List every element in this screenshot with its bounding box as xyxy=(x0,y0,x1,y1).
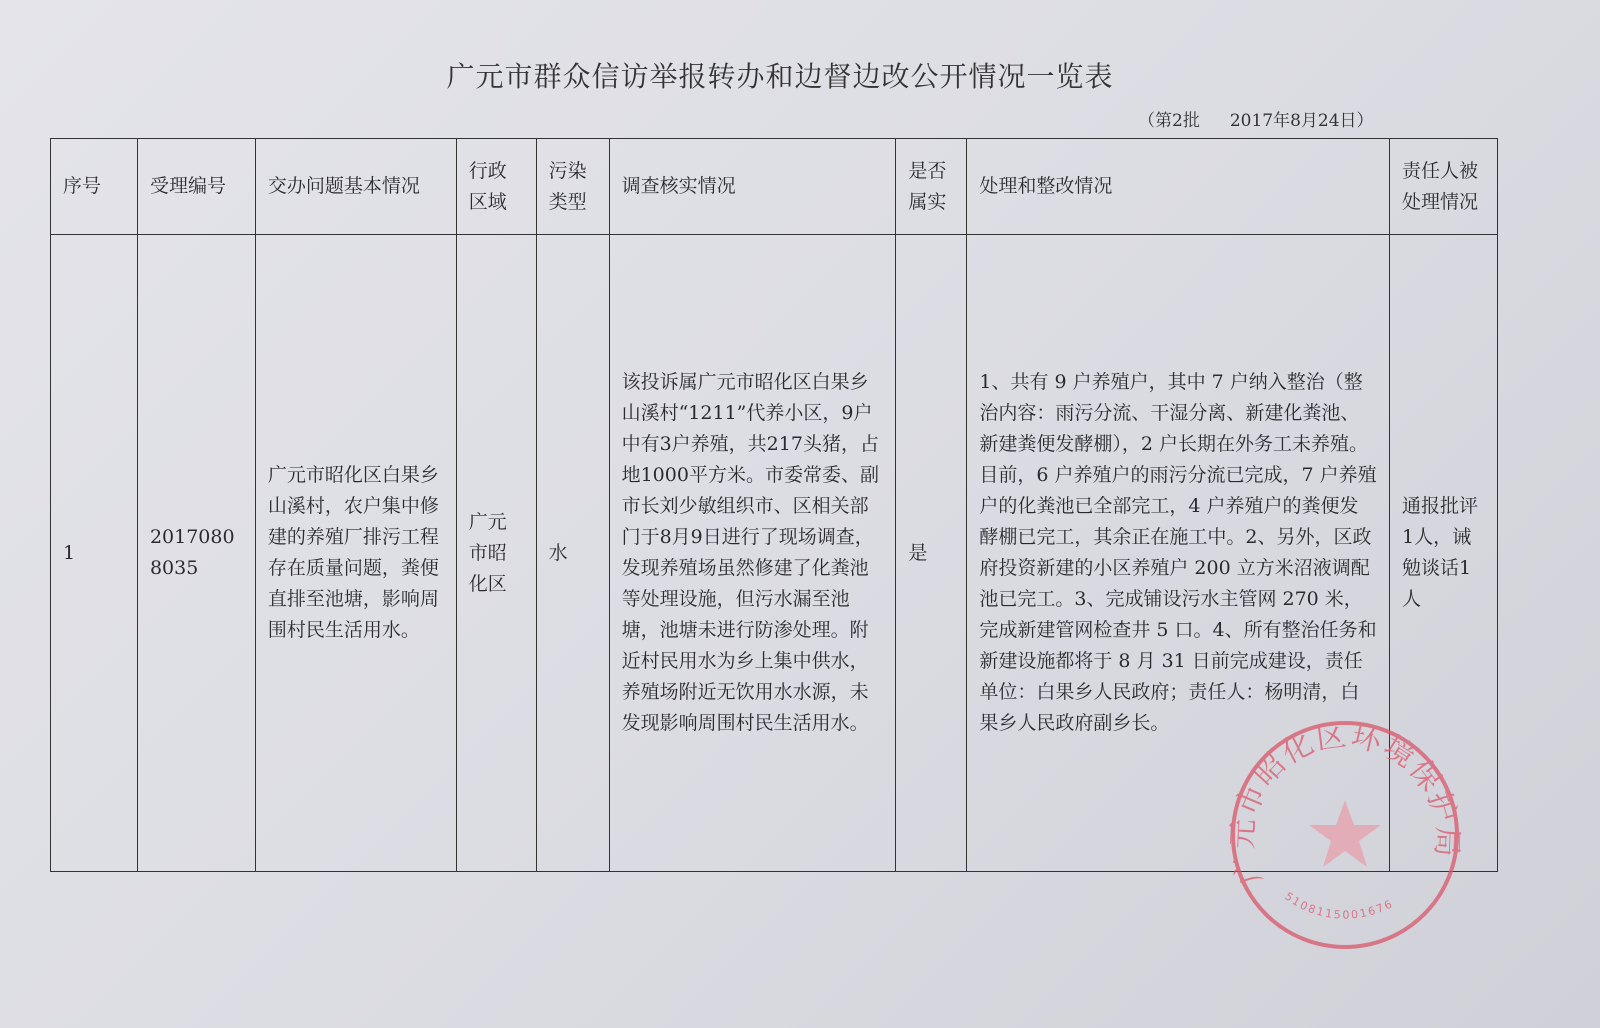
header-row xyxy=(51,139,1498,235)
cell-handling: 1、共有 9 户养殖户，其中 7 户纳入整治（整治内容：雨污分流、干湿分离、新建化粪池、新建粪便发酵棚），2 户长期在外务工未养殖。目前，6 户养殖户的雨污分流已完成，7 户养殖户的化粪池已全部完工，4 户养殖户的粪便发酵棚已完工，其余正在施工中。2、另外，区政府投资新建的小区养殖户 200 立方米沼液调配池已完工。3、完成铺设污水主管网 270 米，完成新建管网检查井 5 口。4、所有整治任务和新建设施都将于 8 月 31 日前完成建设，责任单位：白果乡人民政府；责任人：杨明清，白果乡人民政府副乡长。 xyxy=(967,235,1390,872)
cell-case-no: 20170808035 xyxy=(137,235,255,872)
col-region: 行政区域 xyxy=(456,139,536,235)
cell-investigation: 该投诉属广元市昭化区白果乡山溪村“1211”代养小区，9户中有3户养殖，共217头猪，占地1000平方米。市委常委、副市长刘少敏组织市、区相关部门于8月9日进行了现场调查，发现养殖场虽然修建了化粪池等处理设施，但污水漏至池塘，池塘未进行防渗处理。附近村民用水为乡上集中供水，养殖场附近无饮用水水源，未发现影响周围村民生活用水。 xyxy=(609,235,896,872)
batch-number: （第2批 xyxy=(1138,111,1200,131)
star-icon xyxy=(1309,800,1381,867)
col-case-no: 受理编号 xyxy=(137,139,255,235)
cell-verified: 是 xyxy=(896,235,967,872)
col-issue: 交办问题基本情况 xyxy=(255,139,456,235)
col-handling: 处理和整改情况 xyxy=(967,139,1390,235)
cell-index: 1 xyxy=(51,235,138,872)
cell-accountability: 通报批评1人，诫勉谈话1人 xyxy=(1389,235,1497,872)
col-index: 序号 xyxy=(51,139,138,235)
col-investigation: 调查核实情况 xyxy=(609,139,896,235)
svg-text:5108115001676: 5108115001676 xyxy=(1282,889,1396,922)
official-seal xyxy=(1225,715,1465,955)
batch-date: 2017年8月24日） xyxy=(1229,111,1374,131)
batch-info xyxy=(1138,106,1404,131)
svg-text:广元市昭化区环境保护局: 广元市昭化区环境保护局 xyxy=(1225,718,1465,889)
cell-issue: 广元市昭化区白果乡山溪村，农户集中修建的养殖厂排污工程存在质量问题，粪便直排至池塘，影响周围村民生活用水。 xyxy=(255,235,456,872)
col-pollution-type: 污染类型 xyxy=(536,139,609,235)
col-accountability: 责任人被处理情况 xyxy=(1389,139,1497,235)
document-title: 广元市群众信访举报转办和边督边改公开情况一览表 xyxy=(446,60,1114,93)
cell-region: 广元市昭化区 xyxy=(456,235,536,872)
cell-pollution-type: 水 xyxy=(536,235,609,872)
col-verified: 是否属实 xyxy=(896,139,967,235)
